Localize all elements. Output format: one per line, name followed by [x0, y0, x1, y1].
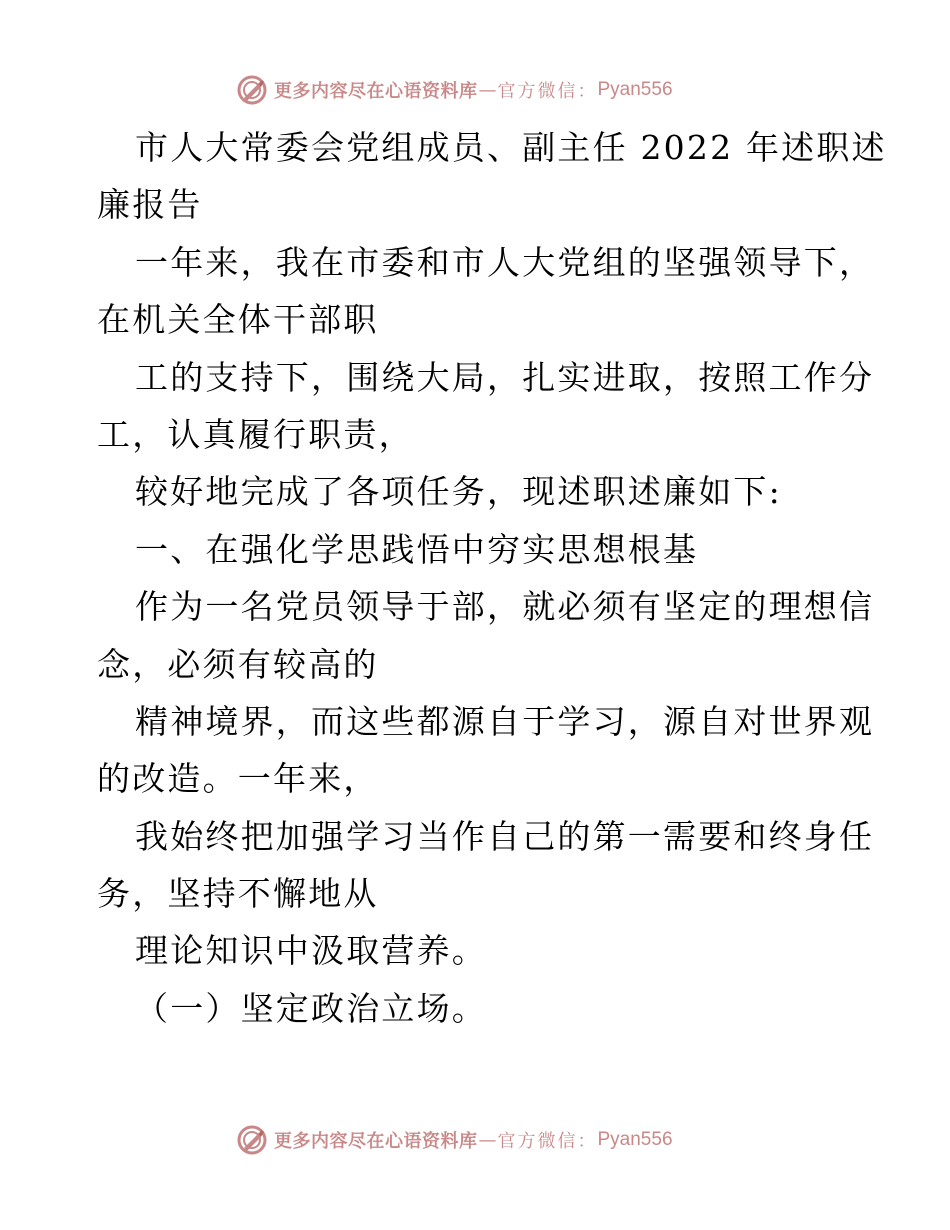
body-line: 我始终把加强学习当作自己的第一需要和终身任 [135, 816, 875, 856]
body-line: 工，认真履行职责， [97, 414, 414, 454]
watermark-separator: — [478, 1129, 497, 1151]
watermark-id: Pyan556 [597, 79, 673, 100]
watermark-label: 官方微信： [497, 81, 598, 102]
subsection-heading: （一）坚定政治立场。 [135, 988, 487, 1028]
title-line-2: 廉报告 [97, 185, 203, 225]
title-line-1: 市人大常委会党组成员、副主任 2022 年述职述 [135, 128, 887, 167]
header-watermark [236, 73, 673, 107]
watermark-id: Pyan556 [597, 1129, 673, 1150]
footer-watermark [236, 1123, 673, 1157]
body-line: 念，必须有较高的 [97, 644, 379, 684]
watermark-label: 官方微信： [497, 1131, 598, 1152]
watermark-text: 更多内容尽在心语资料库 [274, 1131, 478, 1152]
watermark-separator: — [478, 79, 497, 101]
body-line: 较好地完成了各项任务，现述职述廉如下: [135, 472, 782, 512]
body-line: 精神境界，而这些都源自于学习，源自对世界观 [135, 701, 875, 741]
body-line: 的改造。一年来， [97, 759, 379, 799]
watermark-logo-icon [236, 74, 268, 106]
document-body [97, 119, 887, 1037]
body-line: 务，坚持不懈地从 [97, 874, 379, 914]
body-line: 在机关全体干部职 [97, 300, 379, 340]
body-line: 作为一名党员领导于部，就必须有坚定的理想信 [135, 587, 875, 627]
watermark-logo-icon [236, 1124, 268, 1156]
body-line: 一年来，我在市委和市人大党组的坚强领导下， [135, 242, 875, 282]
section-heading: 一、在强化学思践悟中穷实思想根基 [135, 529, 699, 569]
watermark-text: 更多内容尽在心语资料库 [274, 81, 478, 102]
body-line: 理论知识中汲取营养。 [135, 931, 487, 971]
body-line: 工的支持下，围绕大局，扎实进取，按照工作分 [135, 357, 875, 397]
